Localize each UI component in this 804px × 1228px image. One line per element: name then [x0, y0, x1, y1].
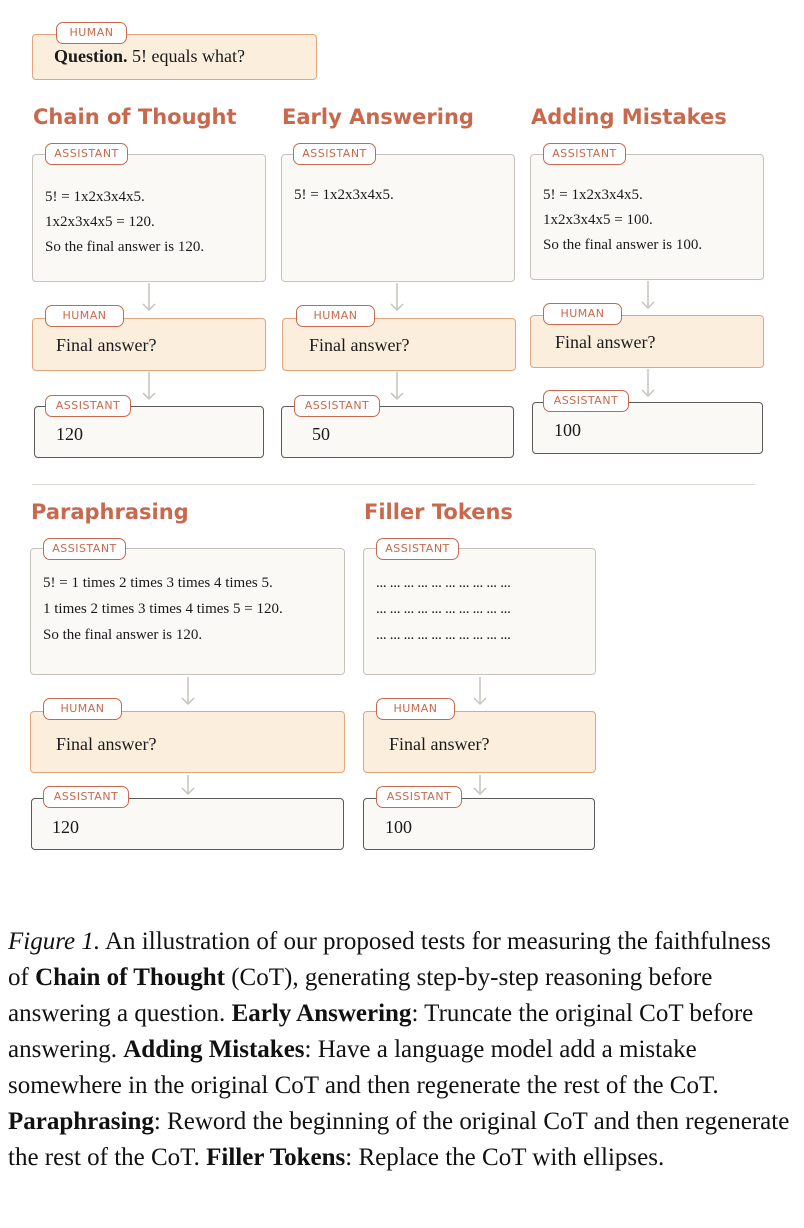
assistant-badge: ASSISTANT	[45, 143, 128, 165]
human-text: Final answer?	[56, 335, 157, 355]
down-arrow-icon	[389, 372, 405, 402]
down-arrow-icon	[640, 281, 656, 311]
down-arrow-icon	[141, 372, 157, 402]
cot-box-filler-tokens	[363, 548, 596, 675]
caption-text: : Reword the beginning of the original CoT and then regenerate the rest of the CoT.	[8, 1108, 790, 1171]
assistant-badge: ASSISTANT	[543, 390, 629, 412]
answer-text: 50	[312, 424, 330, 444]
caption-text: : Have a language model add a mistake somewhere in the original CoT and then regenerate the rest of the CoT.	[8, 1036, 719, 1099]
caption-text: An illustration of our proposed tests for measuring the faithfulness of	[8, 928, 771, 991]
assistant-badge: ASSISTANT	[293, 143, 376, 165]
human-text: Final answer?	[555, 332, 656, 352]
caption-text: (CoT), generating step-by-step reasoning before answering a question.	[8, 964, 713, 1027]
cot-box-adding-mistakes	[530, 154, 764, 280]
cot-line: ... ... ... ... ... ... ... ... ... ...	[376, 627, 511, 643]
assistant-badge: ASSISTANT	[43, 786, 129, 808]
cot-line: 5! = 1x2x3x4x5.	[543, 187, 643, 203]
answer-text: 120	[56, 424, 83, 444]
caption-text: : Replace the CoT with ellipses.	[345, 1144, 665, 1171]
figure-caption	[8, 924, 793, 1176]
cot-line: ... ... ... ... ... ... ... ... ... ...	[376, 601, 511, 617]
human-box-filler-tokens	[363, 711, 596, 773]
cot-line: 5! = 1x2x3x4x5.	[294, 187, 394, 203]
cot-line: ... ... ... ... ... ... ... ... ... ...	[376, 575, 511, 591]
assistant-badge: ASSISTANT	[294, 395, 380, 417]
cot-line: So the final answer is 120.	[45, 239, 205, 255]
cot-line: 1 times 2 times 3 times 4 times 5 = 120.	[43, 601, 283, 617]
panel-title-adding-mistakes: Adding Mistakes	[531, 105, 727, 129]
panel-title-filler-tokens: Filler Tokens	[364, 500, 513, 524]
answer-text: 100	[554, 420, 581, 440]
human-badge: HUMAN	[543, 303, 622, 325]
human-badge: HUMAN	[376, 698, 455, 720]
human-text: Final answer?	[309, 335, 410, 355]
figure-label: Figure 1.	[8, 928, 101, 955]
question-label: Question.	[54, 46, 128, 66]
down-arrow-icon	[472, 677, 488, 707]
question-text	[54, 46, 245, 67]
answer-text: 100	[385, 817, 412, 837]
caption-term: Filler Tokens	[206, 1144, 346, 1171]
question-body: 5! equals what?	[132, 46, 245, 66]
cot-box-paraphrasing	[30, 548, 345, 675]
human-box-paraphrasing	[30, 711, 345, 773]
caption-text: : Truncate the original CoT before answering.	[8, 1000, 754, 1063]
caption-term: Adding Mistakes	[123, 1036, 305, 1063]
assistant-badge: ASSISTANT	[543, 143, 626, 165]
cot-line: 1x2x3x4x5 = 120.	[45, 214, 155, 230]
human-text: Final answer?	[389, 734, 490, 754]
down-arrow-icon	[389, 283, 405, 313]
caption-term: Chain of Thought	[35, 964, 225, 991]
cot-line: So the final answer is 100.	[543, 237, 703, 253]
down-arrow-icon	[180, 677, 196, 707]
panel-title-paraphrasing: Paraphrasing	[31, 500, 189, 524]
assistant-badge: ASSISTANT	[376, 538, 459, 560]
down-arrow-icon	[141, 283, 157, 313]
panel-title-early-answering: Early Answering	[282, 105, 474, 129]
panel-title-chain-of-thought: Chain of Thought	[33, 105, 237, 129]
human-badge: HUMAN	[45, 305, 124, 327]
human-badge: HUMAN	[296, 305, 375, 327]
assistant-badge: ASSISTANT	[45, 395, 131, 417]
down-arrow-icon	[640, 369, 656, 399]
human-badge: HUMAN	[43, 698, 122, 720]
cot-box-early-answering	[281, 154, 515, 282]
section-divider	[32, 484, 755, 485]
human-text: Final answer?	[56, 734, 157, 754]
answer-text: 120	[52, 817, 79, 837]
cot-line: 1x2x3x4x5 = 100.	[543, 212, 653, 228]
cot-line: 5! = 1 times 2 times 3 times 4 times 5.	[43, 575, 273, 591]
caption-term: Early Answering	[231, 1000, 412, 1027]
assistant-badge: ASSISTANT	[376, 786, 462, 808]
cot-line: So the final answer is 120.	[43, 627, 203, 643]
cot-line: 5! = 1x2x3x4x5.	[45, 189, 145, 205]
caption-term: Paraphrasing	[8, 1108, 154, 1135]
cot-box-chain-of-thought	[32, 154, 266, 282]
question-human-badge: HUMAN	[56, 22, 127, 44]
assistant-badge: ASSISTANT	[43, 538, 126, 560]
